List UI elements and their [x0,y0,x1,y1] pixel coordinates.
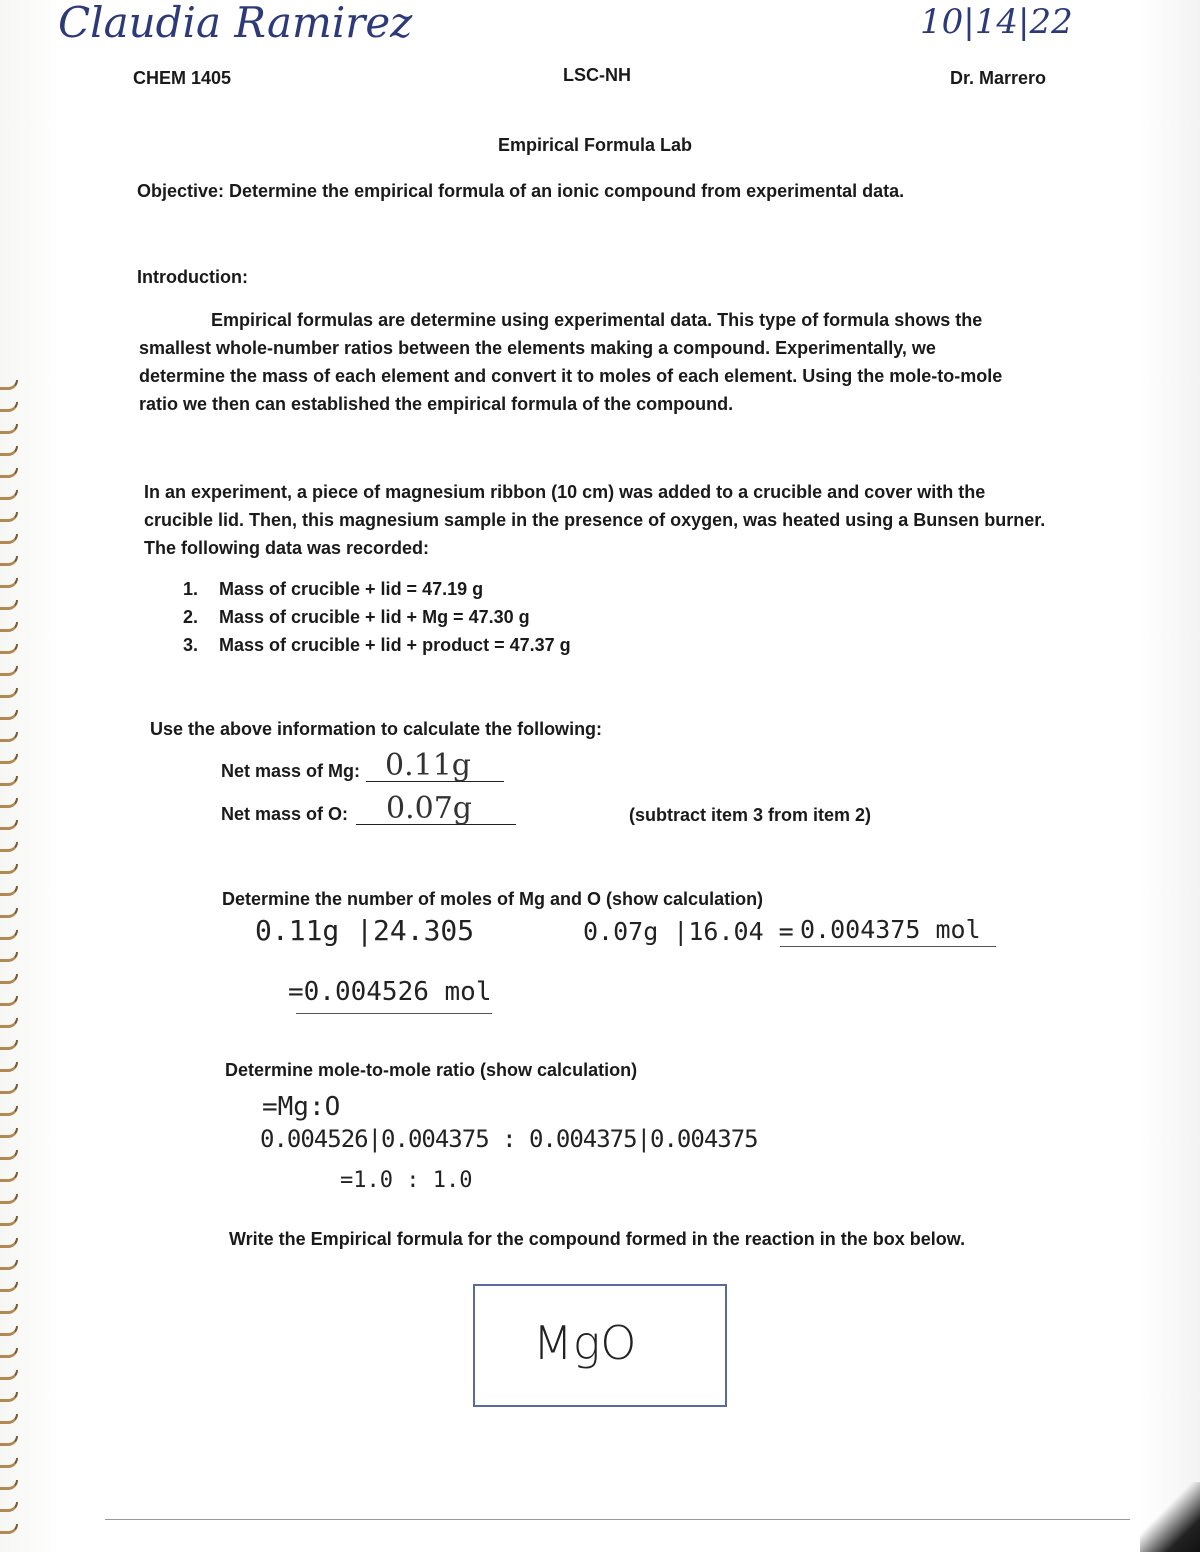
binding-ring [0,1304,18,1314]
binding-ring [0,1414,18,1424]
list-item: 2. Mass of crucible + lid + Mg = 47.30 g [183,607,530,627]
binding-ring [0,380,18,390]
binding-ring [0,402,18,412]
binding-ring [0,1480,18,1490]
page-title: Empirical Formula Lab [498,135,693,155]
experiment-line-2: crucible lid. Then, this magnesium sample in the presence of oxygen, was heated using a Bunsen burner. [144,510,1046,530]
binding-ring [0,622,18,632]
experiment-paragraph [144,478,1084,562]
intro-line-3: determine the mass of each element and convert it to moles of each element. Using the mole-to-mole [139,366,1003,386]
binding-ring [0,1326,18,1336]
experiment-line-3: The following data was recorded: [144,538,430,558]
intro-line-4: ratio we then can established the empirical formula of the compound. [139,394,734,414]
footer-rule [105,1519,1130,1520]
binding-ring [0,1040,18,1050]
binding-ring [0,688,18,698]
formula-prompt: Write the Empirical formula for the compound formed in the reaction in the box below. [229,1229,966,1249]
formula-answer: MgO [533,1316,637,1370]
binding-ring [0,776,18,786]
binding-ring [0,666,18,676]
net-mass-mg-answer: 0.11g [385,748,472,783]
moles-mg-result: =0.004526 mol [288,977,492,1007]
intro-line-2: smallest whole-number ratios between the elements making a compound. Experimentally, we [139,338,936,358]
binding-ring [0,754,18,764]
data-list [183,575,571,659]
ratio-line-2: 0.004526|0.004375 : 0.004375|0.004375 [260,1125,758,1153]
moles-mg-work: 0.11g |24.305 [255,914,475,947]
binding-ring [0,1106,18,1116]
binding-ring [0,424,18,434]
binding-ring [0,1458,18,1468]
student-name: Claudia Ramirez [58,0,413,47]
binding-ring [0,512,18,522]
binding-ring [0,1260,18,1270]
binding-ring [0,886,18,896]
binding-ring [0,490,18,500]
binding-ring [0,732,18,742]
binding-ring [0,1348,18,1358]
binding-ring [0,1502,18,1512]
binding-ring [0,798,18,808]
hint-text: (subtract item 3 from item 2) [629,805,872,825]
binding-ring [0,996,18,1006]
binding-ring [0,534,18,544]
binding-ring [0,1282,18,1292]
binding-ring [0,1084,18,1094]
net-mass-o-answer: 0.07g [386,791,473,826]
moles-mg-underline [296,1013,492,1014]
instructor: Dr. Marrero [950,68,1047,88]
binding-ring [0,1392,18,1402]
binding-ring [0,930,18,940]
moles-o-result: 0.004375 mol [800,915,981,944]
calc-instruction: Use the above information to calculate the following: [150,719,603,739]
introduction-heading: Introduction: [137,267,248,287]
binding-ring [0,710,18,720]
intro-lead-term: Empirical formulas [211,310,374,330]
binding-ring [0,864,18,874]
page-corner-shadow [1140,1482,1200,1552]
binding-ring [0,446,18,456]
binding-ring [0,1018,18,1028]
spiral-binding [0,380,22,1552]
list-item: 3. Mass of crucible + lid + product = 47.37 g [183,635,571,655]
objective: Objective: Determine the empirical formula of an ionic compound from experimental data. [137,181,905,201]
binding-ring [0,1194,18,1204]
binding-ring [0,908,18,918]
binding-ring [0,644,18,654]
ratio-prompt: Determine mole-to-mole ratio (show calculation) [225,1060,638,1080]
binding-ring [0,1062,18,1072]
list-item: 1. Mass of crucible + lid = 47.19 g [183,579,484,599]
moles-o-work: 0.07g |16.04 = [583,917,794,946]
course-code: CHEM 1405 [133,68,232,88]
campus: LSC-NH [563,65,631,85]
binding-ring [0,842,18,852]
answer-box [473,1284,727,1407]
binding-ring [0,1238,18,1248]
date: 10|14|22 [920,2,1073,42]
binding-ring [0,468,18,478]
binding-ring [0,974,18,984]
binding-ring [0,1150,18,1160]
binding-ring [0,952,18,962]
binding-ring [0,556,18,566]
intro-line-1: are determine using experimental data. This type of formula shows the [373,310,983,330]
experiment-line-1: In an experiment, a piece of magnesium ribbon (10 cm) was added to a crucible and cover with the [144,482,986,502]
binding-ring [0,600,18,610]
net-mass-mg-label: Net mass of Mg: [221,761,361,781]
moles-o-underline [780,946,996,947]
binding-ring [0,578,18,588]
introduction-paragraph [139,306,1059,418]
binding-ring [0,1436,18,1446]
ratio-line-1: =Mg:O [262,1092,341,1122]
ratio-line-3: =1.0 : 1.0 [340,1168,473,1193]
binding-ring [0,1172,18,1182]
moles-prompt: Determine the number of moles of Mg and O (show calculation) [222,889,764,909]
net-mass-o-label: Net mass of O: [221,804,349,824]
binding-ring [0,1524,18,1534]
binding-ring [0,820,18,830]
binding-ring [0,1216,18,1226]
binding-ring [0,1128,18,1138]
binding-ring [0,1370,18,1380]
